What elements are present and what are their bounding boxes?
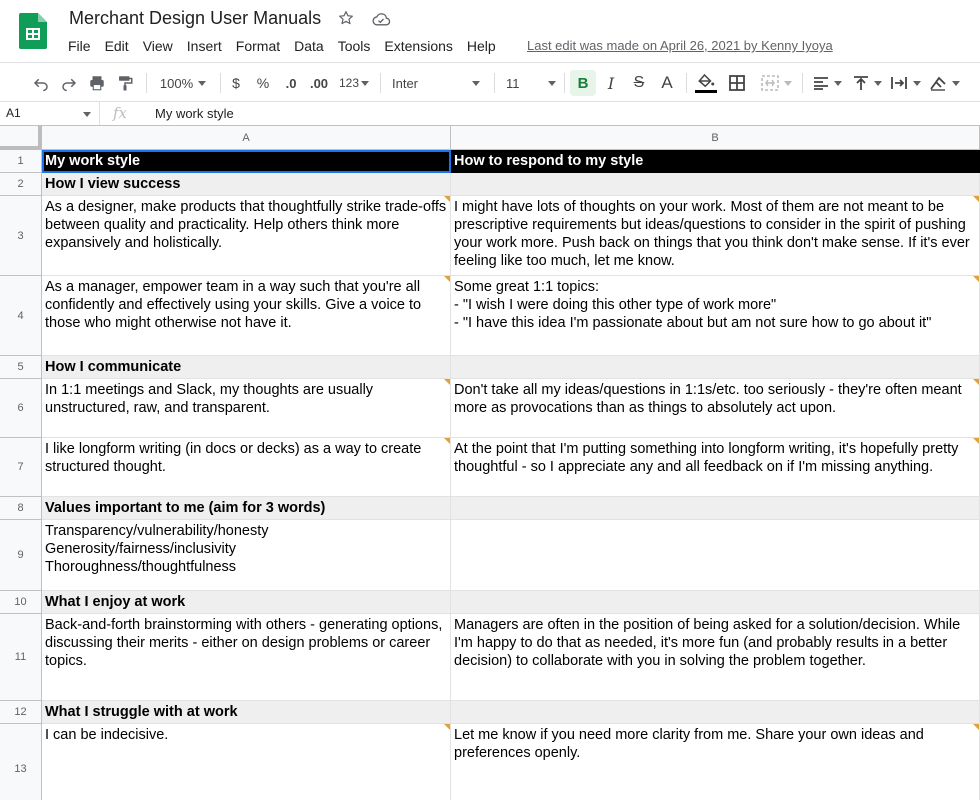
cell-b4[interactable] bbox=[451, 276, 980, 356]
toolbar-divider bbox=[494, 73, 495, 93]
cell-text: Managers are often in the position of being asked for a solution/decision. While I'm happy to do that as needed, it's more fun (and probably results in a better decision) to collaborate with you in solving the problem together. bbox=[454, 617, 965, 669]
text-color-button[interactable]: A bbox=[661, 73, 673, 92]
row-header[interactable]: 2 bbox=[0, 173, 42, 196]
column-header-b[interactable]: B bbox=[451, 126, 980, 150]
cell-text: In 1:1 meetings and Slack, my thoughts are usually unstructured, raw, and transparent. bbox=[45, 382, 378, 416]
cell-text: As a manager, empower team in a way such that you're all confidently and effectively using your skills. Give a voice to those who might otherwise not have it. bbox=[45, 279, 426, 331]
cell-b1[interactable] bbox=[451, 150, 980, 173]
text-rotation-button[interactable] bbox=[926, 70, 962, 96]
comment-marker-icon[interactable] bbox=[444, 438, 450, 444]
menu-file[interactable]: File bbox=[68, 38, 91, 54]
cell-text: How I view success bbox=[45, 176, 181, 192]
cell-a13[interactable] bbox=[42, 724, 451, 800]
zoom-select[interactable] bbox=[154, 70, 212, 96]
chevron-down-icon bbox=[913, 81, 921, 86]
chevron-down-icon bbox=[834, 81, 842, 86]
paint-format-icon bbox=[116, 74, 134, 92]
cell-a6[interactable] bbox=[42, 379, 451, 438]
cell-text: I like longform writing (in docs or decks) as a way to create structured thought. bbox=[45, 441, 426, 475]
chevron-down-icon bbox=[548, 81, 556, 86]
menu-help[interactable]: Help bbox=[466, 38, 496, 54]
last-edit-link[interactable]: Last edit was made on April 26, 2021 by Kenny Iyoya bbox=[527, 38, 833, 53]
text-rotation-icon bbox=[929, 75, 947, 91]
star-icon[interactable] bbox=[337, 9, 355, 27]
comment-marker-icon[interactable] bbox=[444, 276, 450, 282]
borders-button[interactable] bbox=[726, 70, 748, 96]
cell-text: What I struggle with at work bbox=[45, 704, 238, 720]
cell-text: At the point that I'm putting something into longform writing, it's hopefully pretty thoughtful - so I appreciate any and all feedback on if I'm missing anything. bbox=[454, 441, 963, 475]
cell-a10[interactable] bbox=[42, 591, 451, 614]
toolbar-divider bbox=[146, 73, 147, 93]
comment-marker-icon[interactable] bbox=[973, 276, 979, 282]
row-header[interactable]: 7 bbox=[0, 438, 42, 497]
text-wrap-icon bbox=[890, 75, 908, 91]
merge-cells-button[interactable] bbox=[756, 70, 796, 96]
align-left-icon bbox=[813, 76, 829, 90]
font-family-value: Inter bbox=[392, 75, 419, 91]
comment-marker-icon[interactable] bbox=[444, 196, 450, 202]
select-all-corner[interactable] bbox=[0, 126, 42, 150]
title-bar bbox=[0, 0, 980, 62]
name-box-value: A1 bbox=[6, 106, 21, 120]
cell-b6[interactable] bbox=[451, 379, 980, 438]
horizontal-align-button[interactable] bbox=[810, 70, 844, 96]
cell-a2[interactable] bbox=[42, 173, 451, 196]
row-header[interactable]: 8 bbox=[0, 497, 42, 520]
row-header[interactable]: 6 bbox=[0, 379, 42, 438]
sheets-logo-icon[interactable] bbox=[19, 13, 47, 49]
paint-format-button[interactable] bbox=[114, 70, 136, 96]
row-header[interactable]: 4 bbox=[0, 276, 42, 356]
more-formats-button[interactable] bbox=[336, 70, 372, 96]
row-header[interactable]: 3 bbox=[0, 196, 42, 276]
column-header-a[interactable]: A bbox=[42, 126, 451, 150]
undo-icon bbox=[32, 74, 50, 92]
decrease-decimal-button[interactable]: .0 bbox=[285, 75, 297, 91]
menu-extensions[interactable]: Extensions bbox=[384, 38, 453, 54]
paint-bucket-icon bbox=[697, 73, 715, 89]
row-header[interactable]: 5 bbox=[0, 356, 42, 379]
cell-text: My work style bbox=[45, 153, 141, 169]
cell-b8[interactable] bbox=[451, 497, 980, 520]
formula-bar bbox=[0, 102, 980, 126]
italic-button[interactable]: I bbox=[607, 73, 615, 93]
name-box[interactable] bbox=[0, 102, 100, 125]
cell-text: As a designer, make products that thoughtfully strike trade-offs between quality and practicality. Help others think more expansively and holistically. bbox=[45, 199, 451, 251]
cell-text: I might have lots of thoughts on your work. Most of them are not meant to be prescriptive requirements but ideas/questions to consider in the spirit of pushing your work more. Push back on things that you think don't make sense. If it's ever feeling like too much, let me know. bbox=[454, 199, 974, 269]
cell-text: Back-and-forth brainstorming with others - generating options, discussing their merits - either on design problems or career topics. bbox=[45, 617, 447, 669]
toolbar-divider bbox=[564, 73, 565, 93]
vertical-align-top-icon bbox=[853, 75, 869, 91]
cell-text: Transparency/vulnerability/honesty Generosity/fairness/inclusivity Thoroughness/thoughtfulness bbox=[45, 523, 269, 575]
cell-text: Some great 1:1 topics: - "I wish I were doing this other type of work more" - "I have this idea I'm passionate about but am not sure how to go about it" bbox=[454, 279, 932, 331]
cell-text: Let me know if you need more clarity from me. Share your own ideas and preferences openly. bbox=[454, 727, 928, 761]
cell-a7[interactable] bbox=[42, 438, 451, 497]
text-wrapping-button[interactable] bbox=[888, 70, 922, 96]
menu-bar bbox=[61, 37, 503, 57]
cloud-saved-icon[interactable] bbox=[371, 10, 391, 28]
cell-b9[interactable] bbox=[451, 520, 980, 591]
cell-a8[interactable] bbox=[42, 497, 451, 520]
cell-text: What I enjoy at work bbox=[45, 594, 186, 610]
menu-edit[interactable]: Edit bbox=[104, 38, 129, 54]
comment-marker-icon[interactable] bbox=[973, 438, 979, 444]
spreadsheet-grid[interactable] bbox=[0, 126, 980, 800]
currency-format-button[interactable]: $ bbox=[232, 75, 240, 91]
cell-a5[interactable] bbox=[42, 356, 451, 379]
cell-b12[interactable] bbox=[451, 701, 980, 724]
increase-decimal-button[interactable]: .00 bbox=[309, 75, 329, 91]
cell-text: Values important to me (aim for 3 words) bbox=[45, 500, 326, 516]
cell-text: Don't take all my ideas/questions in 1:1s/etc. too seriously - they're often meant more as provocations than as things to absolutely act upon. bbox=[454, 382, 966, 416]
fill-color-swatch bbox=[695, 90, 717, 93]
strikethrough-button[interactable]: S bbox=[633, 74, 645, 91]
menu-data[interactable]: Data bbox=[294, 38, 324, 54]
merge-cells-icon bbox=[761, 75, 779, 91]
chevron-down-icon bbox=[361, 81, 369, 86]
cell-a3[interactable] bbox=[42, 196, 451, 276]
zoom-value: 100% bbox=[159, 75, 194, 91]
toolbar-divider bbox=[220, 73, 221, 93]
row-header[interactable]: 9 bbox=[0, 520, 42, 591]
fill-color-button[interactable] bbox=[694, 70, 718, 96]
cell-b5[interactable] bbox=[451, 356, 980, 379]
chevron-down-icon bbox=[874, 81, 882, 86]
menu-view[interactable]: View bbox=[142, 38, 173, 54]
toolbar-divider bbox=[380, 73, 381, 93]
document-title[interactable]: Merchant Design User Manuals bbox=[69, 8, 322, 28]
cell-a9[interactable] bbox=[42, 520, 451, 591]
font-size-select[interactable] bbox=[502, 70, 560, 96]
row-header[interactable]: 10 bbox=[0, 591, 42, 614]
comment-marker-icon[interactable] bbox=[973, 379, 979, 385]
toolbar-divider bbox=[802, 73, 803, 93]
chevron-down-icon bbox=[784, 81, 792, 86]
cell-a12[interactable] bbox=[42, 701, 451, 724]
undo-button[interactable] bbox=[30, 70, 52, 96]
toolbar-divider bbox=[686, 73, 687, 93]
cell-text: How I communicate bbox=[45, 359, 182, 375]
chevron-down-icon bbox=[952, 81, 960, 86]
cell-text: I can be indecisive. bbox=[45, 727, 169, 743]
comment-marker-icon[interactable] bbox=[444, 724, 450, 730]
percent-format-button[interactable]: % bbox=[256, 75, 270, 91]
cell-b2[interactable] bbox=[451, 173, 980, 196]
cell-b10[interactable] bbox=[451, 591, 980, 614]
cell-b3[interactable] bbox=[451, 196, 980, 276]
redo-button[interactable] bbox=[58, 70, 80, 96]
cell-b13[interactable] bbox=[451, 724, 980, 800]
cell-text: How to respond to my style bbox=[454, 153, 644, 169]
row-header[interactable]: 1 bbox=[0, 150, 42, 173]
toolbar bbox=[0, 62, 980, 102]
cell-a1[interactable] bbox=[42, 150, 451, 173]
menu-tools[interactable]: Tools bbox=[337, 38, 371, 54]
fx-icon: fx bbox=[113, 104, 128, 122]
menu-format[interactable]: Format bbox=[235, 38, 281, 54]
chevron-down-icon bbox=[198, 81, 206, 86]
print-button[interactable] bbox=[86, 70, 108, 96]
cell-b11[interactable] bbox=[451, 614, 980, 701]
print-icon bbox=[88, 74, 106, 92]
font-size-value: 11 bbox=[506, 75, 520, 91]
more-formats-label: 123 bbox=[338, 76, 360, 90]
chevron-down-icon bbox=[472, 81, 480, 86]
bold-button[interactable]: B bbox=[570, 70, 596, 96]
cell-b7[interactable] bbox=[451, 438, 980, 497]
borders-icon bbox=[729, 75, 745, 91]
vertical-align-button[interactable] bbox=[850, 70, 884, 96]
cell-a4[interactable] bbox=[42, 276, 451, 356]
comment-marker-icon[interactable] bbox=[444, 379, 450, 385]
menu-insert[interactable]: Insert bbox=[186, 38, 222, 54]
row-header[interactable]: 12 bbox=[0, 701, 42, 724]
chevron-down-icon bbox=[83, 112, 91, 117]
font-family-select[interactable] bbox=[388, 70, 484, 96]
redo-icon bbox=[60, 74, 78, 92]
formula-input[interactable]: My work style bbox=[155, 106, 234, 121]
cell-a11[interactable] bbox=[42, 614, 451, 701]
row-header[interactable]: 11 bbox=[0, 614, 42, 701]
row-header[interactable]: 13 bbox=[0, 724, 42, 800]
comment-marker-icon[interactable] bbox=[973, 196, 979, 202]
comment-marker-icon[interactable] bbox=[973, 724, 979, 730]
